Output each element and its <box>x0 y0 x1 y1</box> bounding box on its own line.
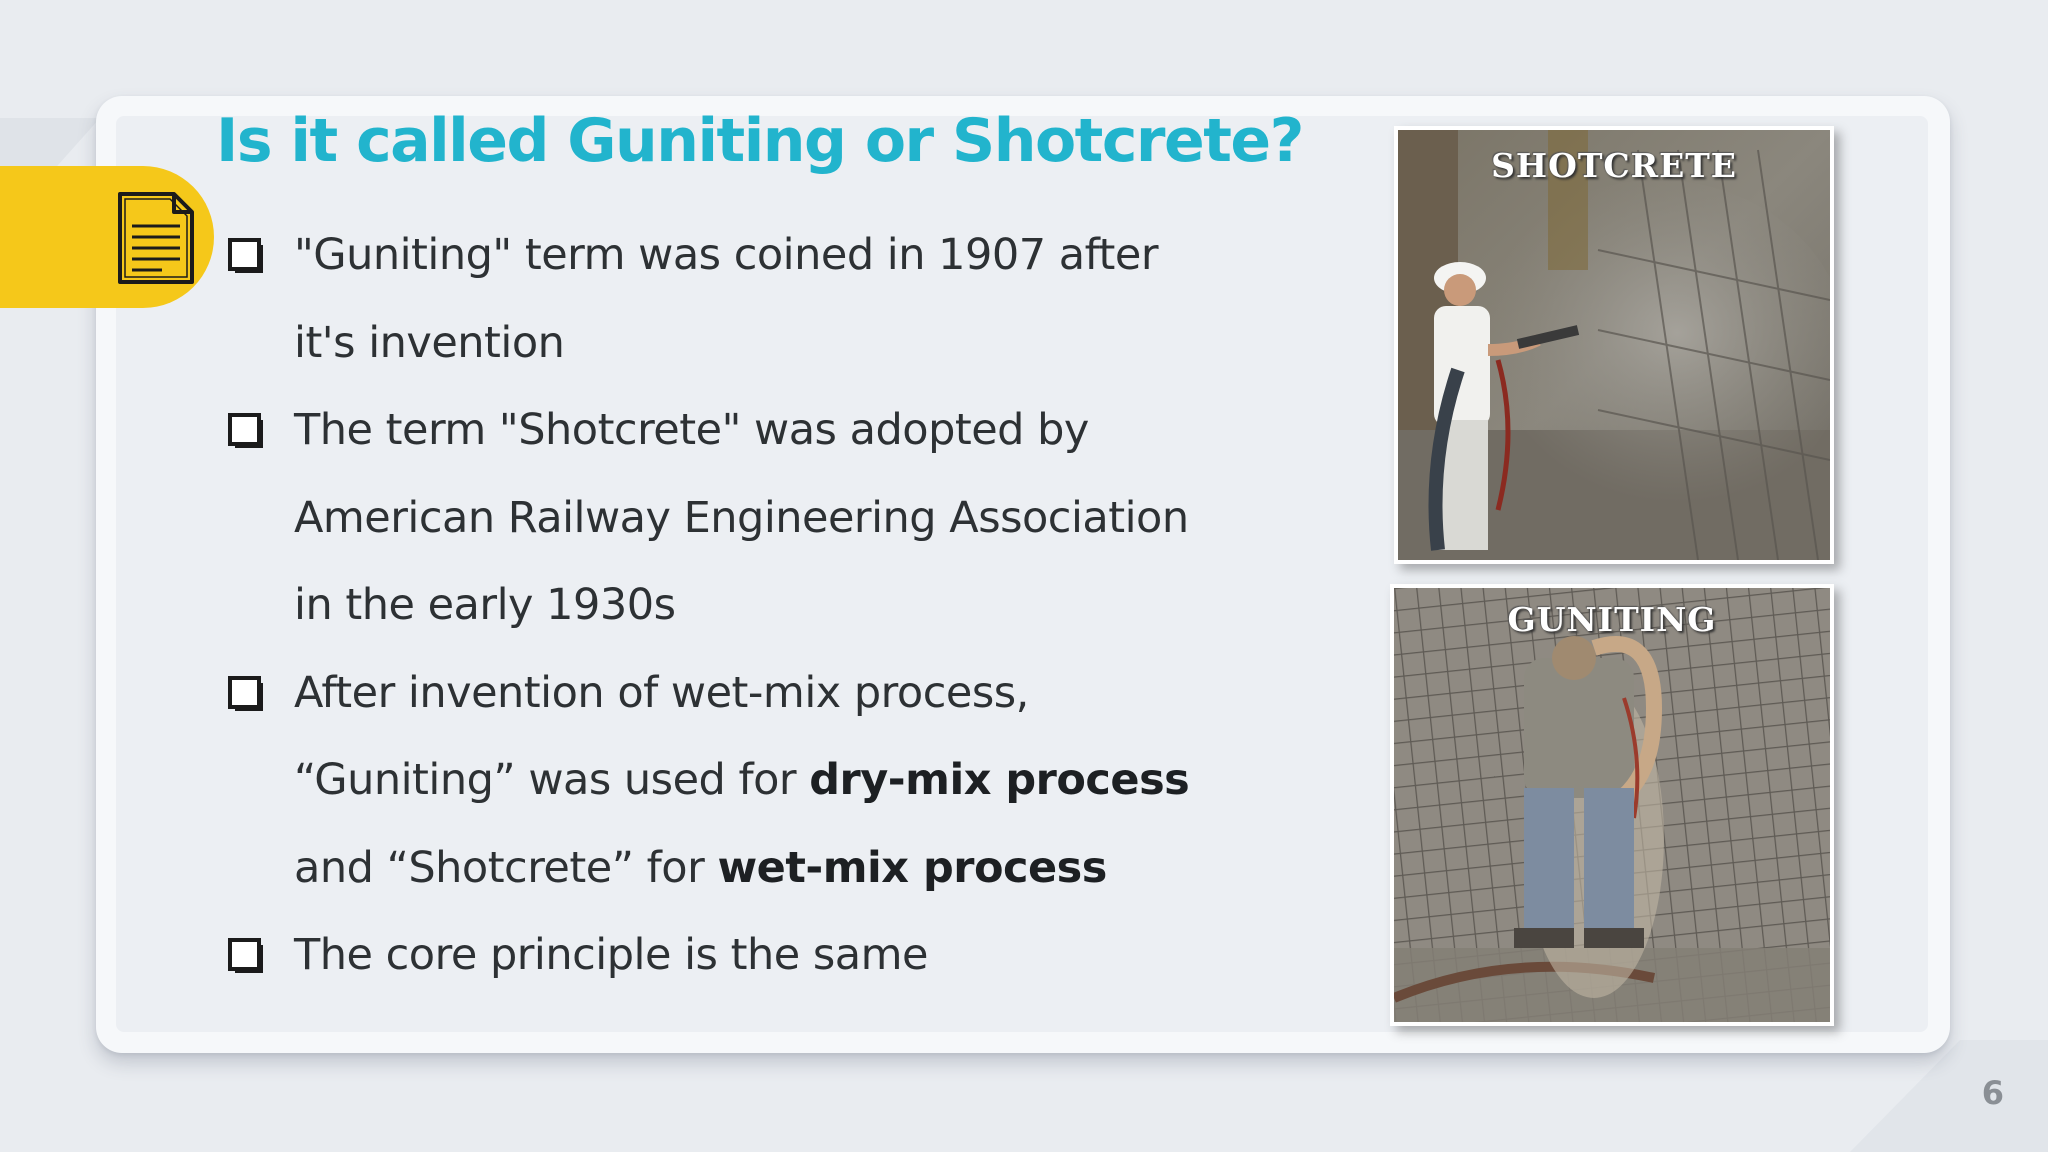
checkbox-bullet-icon <box>228 238 262 272</box>
document-icon <box>116 190 196 286</box>
emphasis-text: wet-mix process <box>717 842 1107 893</box>
checkbox-bullet-icon <box>228 413 262 447</box>
bullet-text: in the early 1930s <box>294 580 676 630</box>
bullet-line <box>294 387 1226 475</box>
bullet-line <box>294 300 1226 388</box>
emphasis-text: dry-mix process <box>809 755 1190 805</box>
bullet-line <box>294 562 1226 650</box>
bullet-list <box>226 212 1226 1000</box>
bullet-line <box>294 825 1226 913</box>
bullet-text: American Railway Engineering Association <box>294 492 1189 543</box>
bullet-text: and “Shotcrete” for <box>294 842 718 893</box>
page-number: 6 <box>1981 1074 2004 1112</box>
bullet-text: The term "Shotcrete" was adopted by <box>294 405 1089 455</box>
checkbox-bullet-icon <box>228 676 262 710</box>
shotcrete-photo <box>1394 126 1834 564</box>
guniting-label: GUNITING <box>1507 600 1717 639</box>
bullet-line <box>294 475 1226 563</box>
slide-title: Is it called Guniting or Shotcrete? <box>216 106 1303 176</box>
bullet-text: The core principle is the same <box>294 930 928 980</box>
bullet-item <box>226 912 1226 1000</box>
bullet-line <box>294 737 1226 825</box>
bullet-item <box>226 387 1226 650</box>
bullet-text: After invention of wet-mix process, <box>294 667 1029 718</box>
checkbox-bullet-icon <box>228 938 262 972</box>
bullet-text: "Guniting" term was coined in 1907 after <box>294 230 1158 280</box>
bullet-line <box>294 912 1226 1000</box>
bullet-text: it's invention <box>294 317 565 368</box>
bullet-line <box>294 212 1226 300</box>
bullet-item <box>226 650 1226 913</box>
bullet-item <box>226 212 1226 387</box>
bullet-text: “Guniting” was used for <box>294 755 810 805</box>
shotcrete-label: SHOTCRETE <box>1491 146 1737 185</box>
bullet-line <box>294 650 1226 738</box>
guniting-photo <box>1390 584 1834 1026</box>
